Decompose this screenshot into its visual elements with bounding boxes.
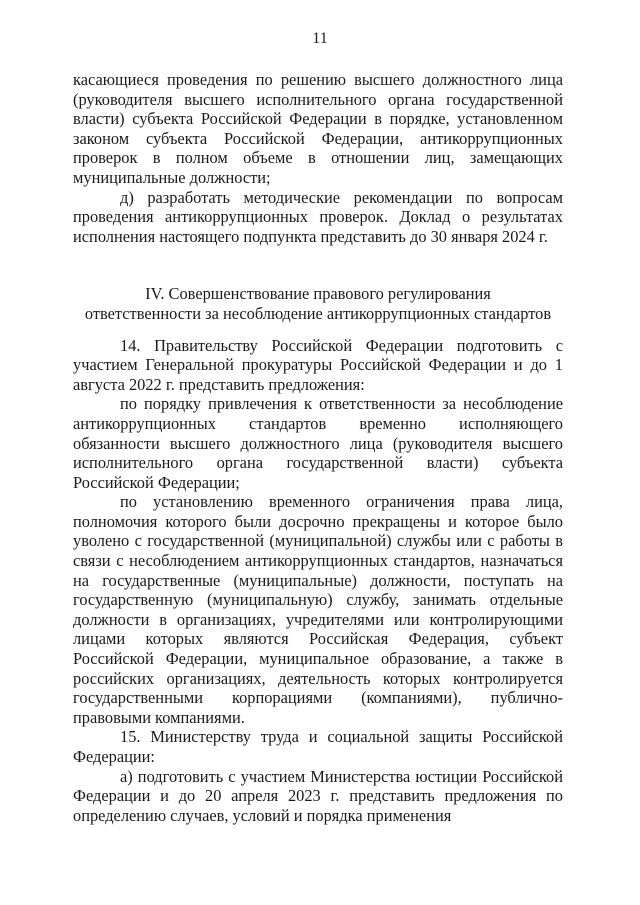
paragraph-item-a: а) подготовить с участием Министерства юстиции Российской Федерации и до 20 апреля 2023 г. представить предложения по определению случаев, условий и порядка применения — [73, 766, 563, 825]
paragraph-continuation: касающиеся проведения по решению высшего должностного лица (руководителя высшего исполнительного органа государственной власти) субъекта Российской Федерации в порядке, установленном законом субъекта Российской Федерации, антикоррупционных проверок в полном объеме в отношении лиц, замещающих муниципальные должности; — [73, 70, 563, 187]
section-spacer — [73, 246, 563, 284]
paragraph-proposal-liability: по порядку привлечения к ответственности за несоблюдение антикоррупционных стандартов временно исполняющего обязанности высшего должностного лица (руководителя высшего исполнительного органа государственной власти) субъекта Российской Федерации; — [73, 394, 563, 492]
paragraph-item-d: д) разработать методические рекомендации по вопросам проведения антикоррупционных проверок. Доклад о результатах исполнения настоящего подпункта представить до 30 января 2024 г. — [73, 187, 563, 246]
page-number: 11 — [312, 30, 328, 47]
section-heading-line-1: IV. Совершенствование правового регулирования — [145, 284, 491, 304]
document-body — [73, 70, 563, 825]
paragraph-item-14: 14. Правительству Российской Федерации подготовить с участием Генеральной прокуратуры Российской Федерации и до 1 августа 2022 г. представить предложения: — [73, 335, 563, 394]
paragraph-proposal-restriction: по установлению временного ограничения права лица, полномочия которого были досрочно прекращены и которое было уволено с государственной (муниципальной) службы или с работы в связи с несоблюдением антикоррупционных стандартов, назначаться на государственные (муниципальные) должности, поступать на государственную (муниципальную) службу, занимать отдельные должности в организациях, учредителями или контролирующими лицами которых являются Российская Федерация, субъект Российской Федерации, муниципальное образование, а также в российских организациях, деятельность которых контролируется государственными корпорациями (компаниями), публично-правовыми компаниями. — [73, 492, 563, 727]
heading-spacer — [73, 324, 563, 336]
section-heading-line-2: ответственности за несоблюдение антикоррупционных стандартов — [84, 303, 552, 323]
paragraph-item-15: 15. Министерству труда и социальной защиты Российской Федерации: — [73, 727, 563, 766]
